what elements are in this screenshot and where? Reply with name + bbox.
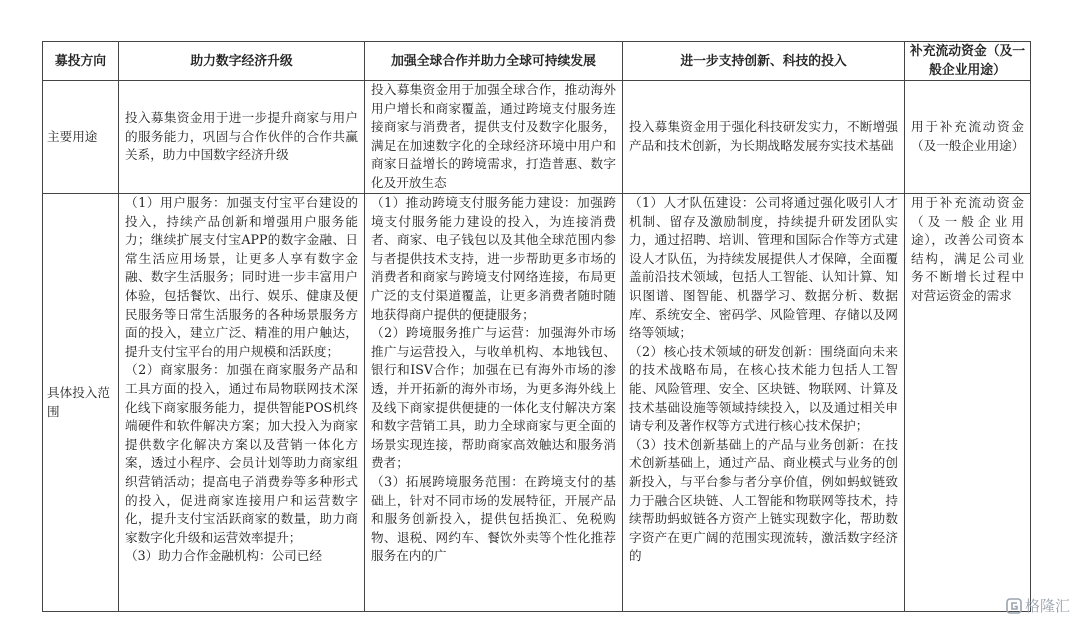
table-cell: 投入募集资金用于加强全球合作，推动海外用户增长和商家覆盖，通过跨境支付服务连接商家与消费者，提供支付及数字化服务，满足在加速数字化的全球经济环境中用户和商家日益增长的跨境需求，打造普惠、数字化及开放生态	[365, 81, 623, 194]
paragraph: （1）推动跨境支付服务能力建设：加强跨境支付服务能力建设的投入，为连接消费者、商家、电子钱包以及其他全球范围内参与者提供技术支持，进一步帮助更多市场的消费者和商家与跨境支付网络连接，布局更广泛的支付渠道覆盖，让更多消费者随时随地获得商户提供的便捷服务；	[371, 195, 616, 322]
watermark	[1006, 595, 1070, 616]
paragraph: （2）核心技术领域的研发创新：围绕面向未来的技术战略布局，在核心技术能力包括人工智能、风险管理、安全、区块链、物联网、计算及技术基础设施等领域持续投入，以及通过相关申请专利及著作权等方式进行核心技术保护；	[629, 343, 898, 434]
fund-use-table	[42, 41, 1031, 612]
gelonghui-logo-icon	[1006, 598, 1022, 614]
table-row	[43, 194, 1031, 612]
paragraph: （2）跨境服务推广与运营：加强海外市场推广与运营投入，与收单机构、本地钱包、银行和ISV合作；加强在已有海外市场的渗透，并开拓新的海外市场，为更多海外线上及线下商家提供便捷的一体化支付解决方案和数字营销工具，助力全球商家与更全面的场景实现连接，帮助商家高效触达和服务消费者；	[371, 325, 616, 471]
paragraph: （2）商家服务：加强在商家服务产品和工具方面的投入，通过布局物联网技术深化线下商家服务能力，提供智能POS机终端硬件和软件解决方案；加大投入为商家提供数字化解决方案以及营销一体化方案，透过小程序、会员计划等助力商家组织营销活动；提高电子消费券等多种形式的投入，促进商家连接用户和运营数字化，提升支付宝活跃商家的数量，助力商家数字化升级和运营效率提升；	[125, 362, 358, 545]
paragraph: 用于补充流动资金（及一般企业用途），改善公司资本结构，满足公司业务不断增长过程中对营运资金的需求	[911, 195, 1024, 303]
table-cell: 投入募集资金用于强化科技研发实力，不断增强产品和技术创新，为长期战略发展夯实技术基础	[623, 81, 905, 194]
paragraph: （3）拓展跨境服务范围：在跨境支付的基础上，针对不同市场的发展特征，开展产品和服务创新投入，提供包括换汇、免税购物、退税、网约车、餐饮外卖等个性化推荐服务在内的广	[371, 473, 616, 564]
header-working-capital: 补充流动资金（及一般企业用途）	[905, 42, 1031, 81]
table-cell: 投入募集资金用于进一步提升商家与用户的服务能力，巩固与合作伙伴的合作共赢关系，助力中国数字经济升级	[119, 81, 365, 194]
paragraph: （3）技术创新基础上的产品与业务创新：在技术创新基础上，通过产品、商业模式与业务的创新投入，与平台参与者分享价值，例如蚂蚁链致力于融合区块链、人工智能和物联网等技术，持续帮助蚂蚁链各方资产上链实现数字化，帮助数字资产在更广阔的范围实现流转，激活数字经济的	[629, 436, 898, 564]
table-cell: 用于补充流动资金（及一般企业用途）	[905, 81, 1031, 194]
watermark-text: 格隆汇	[1024, 597, 1070, 615]
table-cell	[623, 194, 905, 612]
header-global-cooperation: 加强全球合作并助力全球可持续发展	[365, 42, 623, 81]
table-cell	[905, 194, 1031, 612]
row-label-main-use: 主要用途	[43, 81, 119, 194]
row-label-scope: 具体投入范围	[43, 194, 119, 612]
header-row	[43, 42, 1031, 81]
header-digital-economy: 助力数字经济升级	[119, 42, 365, 81]
paragraph: （1）人才队伍建设：公司将通过强化吸引人才机制、留存及激励制度，持续提升研发团队实力，通过招聘、培训、管理和国际合作等方式建设人才队伍，为持续发展提供人才保障，全面覆盖前沿技术领域，包括人工智能、认知计算、知识图谱、图智能、机器学习、数据分析、数据库、系统安全、密码学、风险管理、存储以及网络等领域；	[629, 195, 898, 341]
table-row	[43, 81, 1031, 194]
table-cell	[365, 194, 623, 612]
header-innovation-tech: 进一步支持创新、科技的投入	[623, 42, 905, 81]
paragraph: （3）助力合作金融机构：公司已经	[125, 548, 322, 564]
table-cell	[119, 194, 365, 612]
header-direction: 募投方向	[43, 42, 119, 81]
paragraph: （1）用户服务：加强支付宝平台建设的投入，持续产品创新和增强用户服务能力；继续扩展支付宝APP的数字金融、日常生活应用场景，让更多人享有数字金融、数字生活服务；同时进一步丰富用户体验，包括餐饮、出行、娱乐、健康及便民服务等日常生活服务的各种场景服务方面的投入，建立广泛、精准的用户触达，提升支付宝平台的用户规模和活跃度；	[125, 195, 358, 359]
